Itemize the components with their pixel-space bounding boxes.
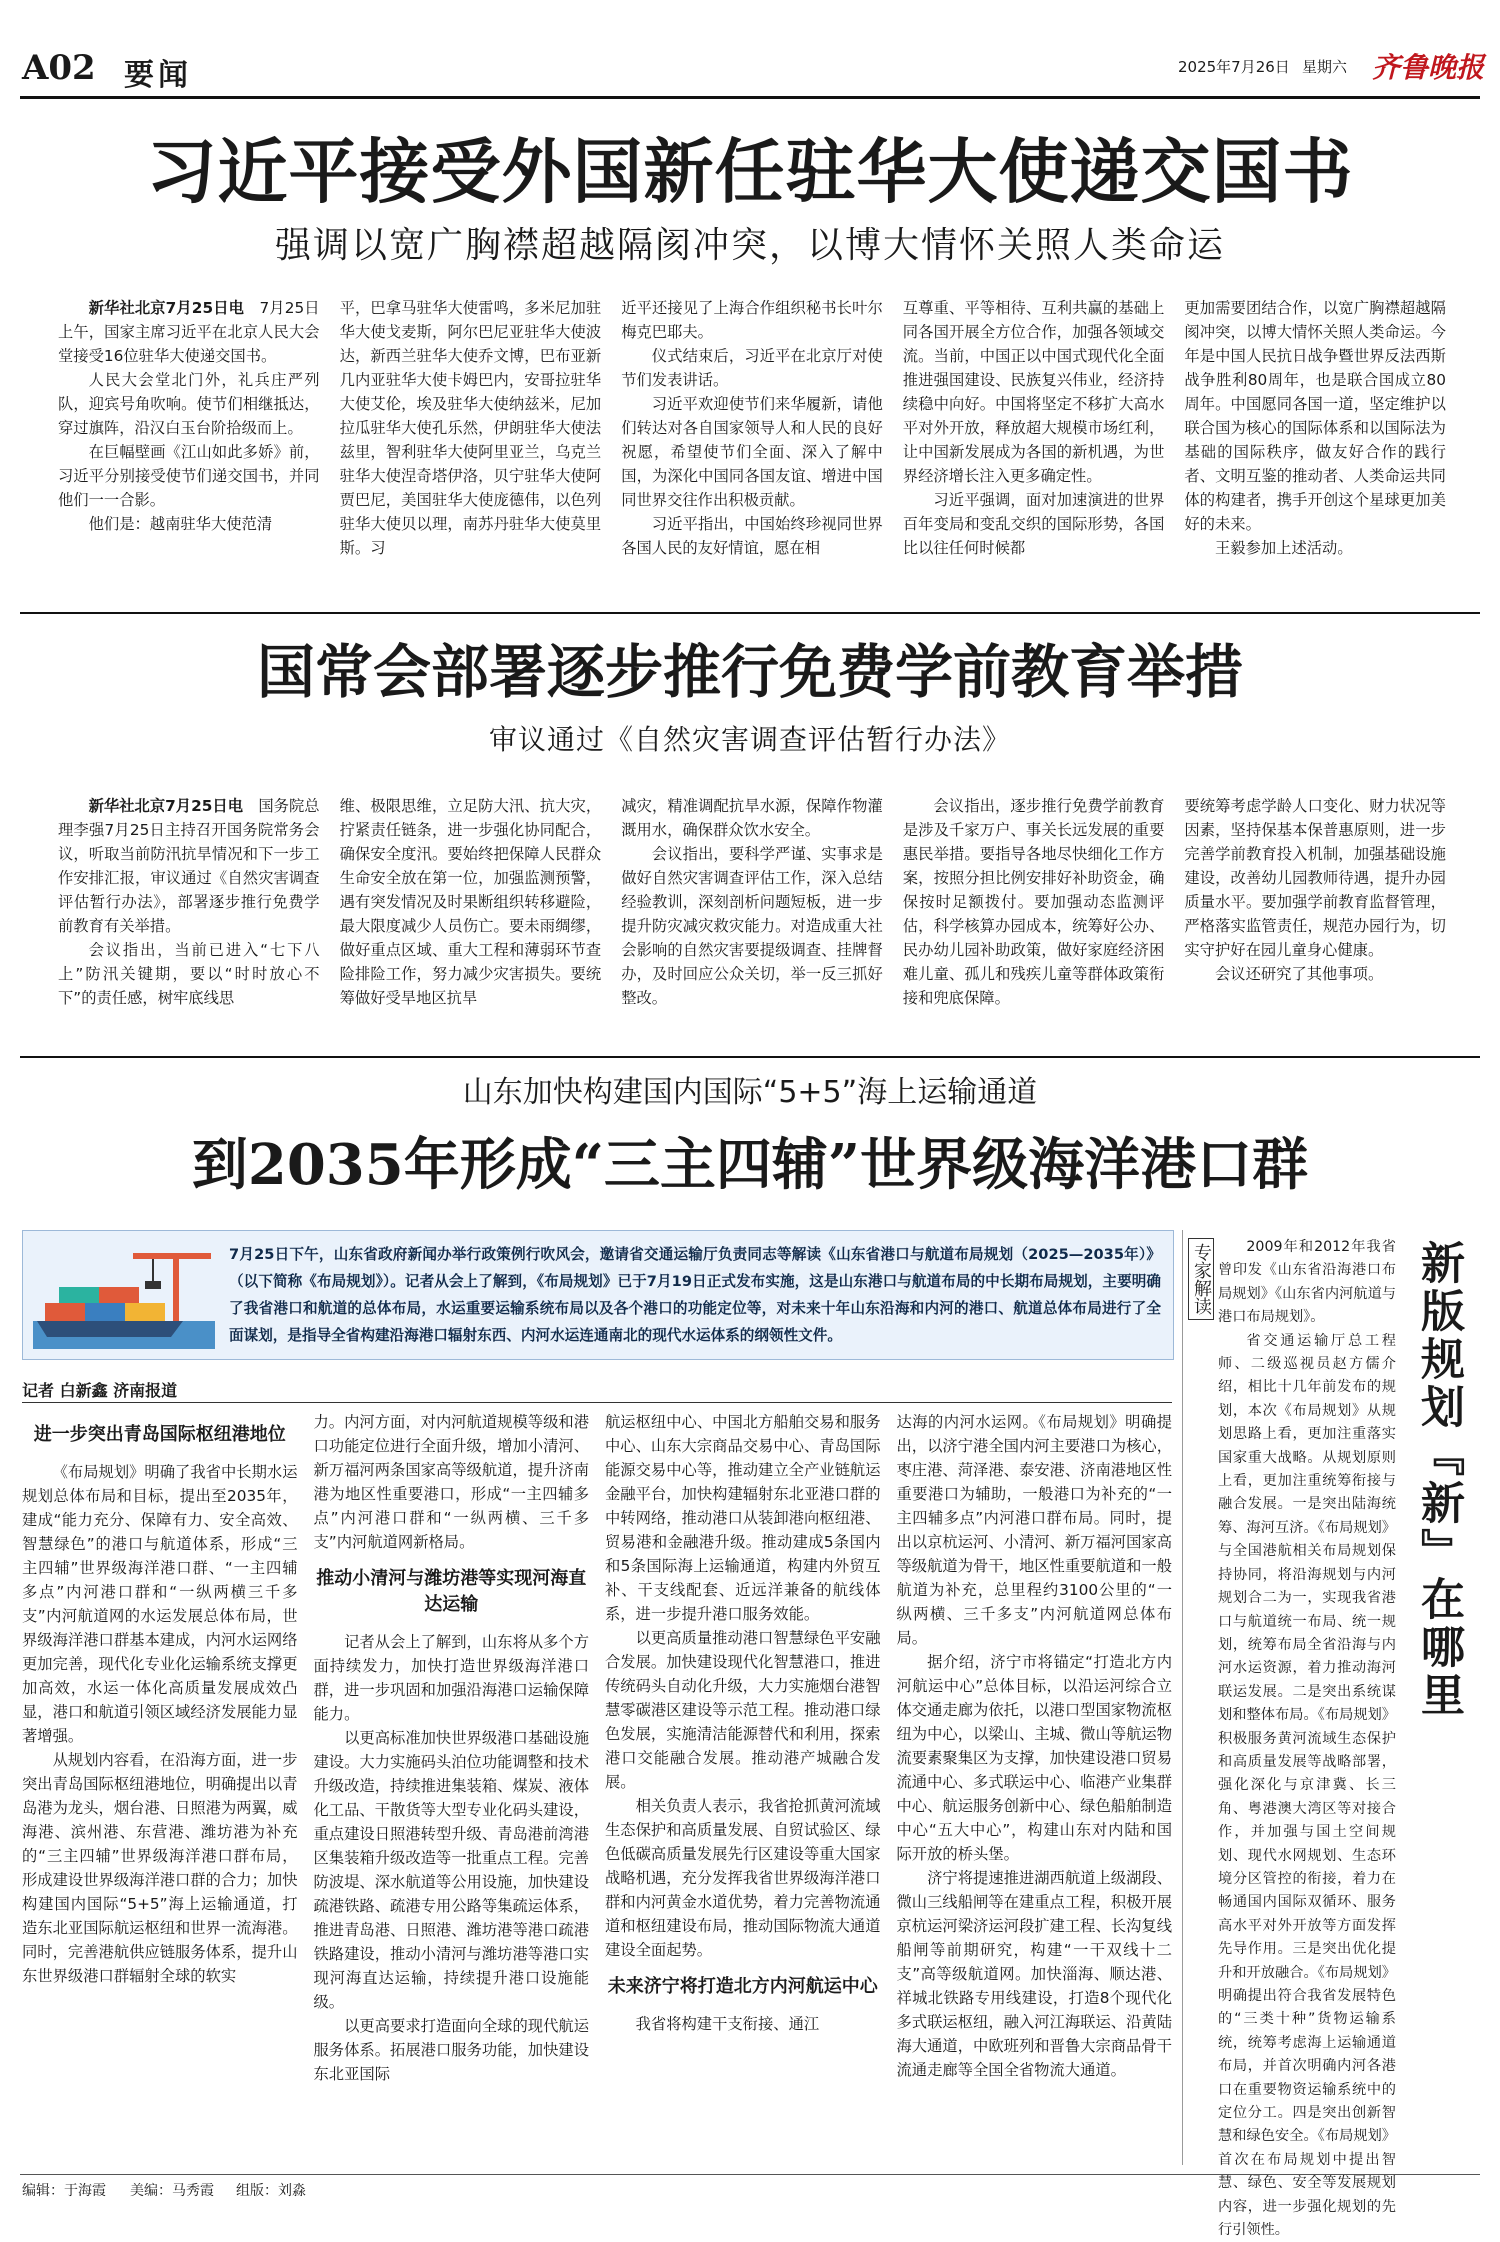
article3-body [22, 1410, 1172, 2165]
port-crane-icon [33, 1241, 215, 1349]
divider-1 [20, 612, 1480, 614]
expert-label: 专家解读 [1188, 1238, 1214, 1320]
article1-dateline: 新华社北京7月25日电 [88, 299, 245, 317]
article3-title: 到2035年形成“三主四辅”世界级海洋港口群 [191, 1132, 1309, 1198]
footer-rule [20, 2174, 1480, 2175]
article1-subtitle: 强调以宽广胸襟超越隔阂冲突，以博大情怀关照人类命运 [274, 225, 1225, 266]
side-title: 新版规划『新』在哪里 [1413, 1240, 1464, 1720]
article2-column: 要统筹考虑学龄人口变化、财力状况等因素，坚持保基本保普惠原则，进一步完善学前教育投入机制，加强基础设施建设，改善幼儿园教师待遇，提升办园质量水平。要加强学前教育监督管理，严格落实监管责任，规范办园行为，切实守护好在园儿童身心健康。 会议还研究了其他事项。 [1184, 797, 1446, 983]
divider-2 [20, 1056, 1480, 1058]
article3-subhead: 未来济宁将打造北方内河航运中心 [607, 1976, 878, 1997]
article1-column: 新华社北京7月25日电 7月25日上午，国家主席习近平在北京人民大会堂接受16位驻华大使递交国书。 人民大会堂北门外，礼兵庄严列队，迎宾号角吹响。使节们相继抵达，穿过旗阵，沿汉白玉台阶拾级而上。 在巨幅壁画《江山如此多娇》前，习近平分别接受使节们递交国书，并同他们一一合影。 他们是：越南驻华大使范清 [58, 299, 320, 533]
article1-title: 习近平接受外国新任驻华大使递交国书 [146, 130, 1354, 213]
side-text: 2009年和2012年我省曾印发《山东省沿海港口布局规划》《山东省内河航道与港口布局规划》。 省交通运输厅总工程师、二级巡视员赵方儒介绍，相比十几年前发布的规划，本次《布局规划》从规划思路上看，更加注重落实国家重大战略。从规划原则上看，更加注重统筹衔接与融合发展。一是突出陆海统筹、海河互济。《布局规划》与全国港航相关布局规划保持协同，将沿海规划与内河规划合二为一，实现我省港口与航道统一布局、统一规划，统筹布局全省沿海与内河水运资源，着力推动海河联运发展。二是突出系统谋划和整体布局。《布局规划》积极服务黄河流域生态保护和高质量发展等战略部署，强化深化与京津冀、长三角、粤港澳大湾区等对接合作，并加强与国土空间规划、现代水网规划、生态环境分区管控的衔接，着力在畅通国内国际双循环、服务高水平对外开放等方面发挥先导作用。三是突出优化提升和开放融合。《布局规划》明确提出符合我省发展特色的“三类十种”货物运输系统，统筹考虑海上运输通道布局，并首次明确内河各港口在重要物资运输系统中的定位分工。四是突出创新智慧和绿色安全。《布局规划》首次在布局规划中提出智慧、绿色、安全等发展规划内容，进一步强化规划的先行引领性。 [1218, 1239, 1396, 2239]
page-number: A02 [22, 48, 96, 88]
article3-intro: 7月25日下午，山东省政府新闻办举行政策例行吹风会，邀请省交通运输厅负责同志等解读《山东省港口与航道布局规划（2025—2035年）》（以下简称《布局规划》）。记者从会上了解到，《布局规划》已于7月19日正式发布实施，这是山东港口与航道布局的中长期布局规划，主要明确了我省港口和航道的总体布局，水运重要运输系统布局以及各个港口的功能定位等，对未来十年山东沿海和内河的港口、航道总体布局进行了全面谋划，是指导全省构建沿海港口辐射东西、内河水运连通南北的现代水运体系的纲领性文件。 [229, 1246, 1161, 1344]
article3-subhead: 推动小清河与潍坊港等实现河海直达运输 [316, 1568, 587, 1615]
article3-column: 力。内河方面，对内河航道规模等级和港口功能定位进行全面升级，增加小清河、新万福河两条国家高等级航道，提升济南港为地区性重要港口，形成“一主四辅多点”内河港口群和“一纵两横、三千多支”内河航道网新格局。 推动小清河与潍坊港等实现河海直达运输 记者从会上了解到，山东将从多个方面持续发力，加快打造世界级海洋港口群，进一步巩固和加强沿海港口运输保障能力。 以更高标准加快世界级港口基础设施建设。大力实施码头泊位功能调整和技术升级改造，持续推进集装箱、煤炭、液体化工品、干散货等大型专业化码头建设，重点建设日照港转型升级、青岛港前湾港区集装箱升级改造等一批重点工程。完善防波堤、深水航道等公用设施，加快建设疏港铁路、疏港专用公路等集疏运体系，推进青岛港、日照港、潍坊港等港口疏港铁路建设，推动小清河与潍坊港等港口实现河海直达运输，持续提升港口设施能级。 以更高要求打造面向全球的现代航运服务体系。拓展港口服务功能，加快建设东北亚国际 [313, 1413, 589, 2083]
article3-kicker: 山东加快构建国内国际“5+5”海上运输通道 [462, 1075, 1038, 1110]
article2-column: 减灾，精准调配抗旱水源，保障作物灌溉用水，确保群众饮水安全。 会议指出，要科学严谨、实事求是做好自然灾害调查评估工作，深入总结经验教训，深刻剖析问题短板，进一步提升防灾减灾救灾能力。对造成重大社会影响的自然灾害要提级调查、挂牌督办，及时回应公众关切，举一反三抓好整改。 [621, 797, 883, 1007]
newspaper-logo: 齐鲁晚报 [1372, 51, 1485, 84]
issue-date: 2025年7月26日 [1178, 58, 1290, 76]
article1-column: 平，巴拿马驻华大使雷鸣，多米尼加驻华大使戈麦斯，阿尔巴尼亚驻华大使波达，新西兰驻华大使乔文博，巴布亚新几内亚驻华大使卡姆巴内，安哥拉驻华大使艾伦，埃及驻华大使纳兹米，尼加拉瓜驻华大使孔乐然，伊朗驻华大使法兹里，智利驻华大使阿里亚兰，乌克兰驻华大使涅奇塔伊洛，贝宁驻华大使阿贾巴尼，美国驻华大使庞德伟，以色列驻华大使贝以理，南苏丹驻华大使莫里斯。习 [339, 299, 602, 557]
article3-column: 进一步突出青岛国际枢纽港地位 《布局规划》明确了我省中长期水运规划总体布局和目标，提出至2035年，建成“能力充分、保障有力、安全高效、智慧绿色”的港口与航道体系，形成“三主四辅”世界级海洋港口群、“一主四辅多点”内河港口群和“一纵两横三千多支”内河航道网的水运发展总体布局，世界级海洋港口群基本建成，内河水运网络更加完善，现代化专业化运输系统支撑更加高效，水运一体化高质量发展成效凸显，港口和航道引领区域经济发展能力显著增强。 从规划内容看，在沿海方面，进一步突出青岛国际枢纽港地位，明确提出以青岛港为龙头，烟台港、日照港为两翼，威海港、滨州港、东营港、潍坊港为补充的“三主四辅”世界级海洋港口群布局，形成建设世界级海洋港口群的合力；加快构建国内国际“5+5”海上运输通道，打造东北亚国际航运枢纽和世界一流海港。同时，完善港航供应链服务体系，提升山东世界级港口群辐射全球的软实 [22, 1424, 298, 1985]
byline-rule [22, 1402, 1172, 1403]
header-rule [20, 96, 1480, 99]
article3-column: 航运枢纽中心、中国北方船舶交易和服务中心、山东大宗商品交易中心、青岛国际能源交易中心等，推动建立全产业链航运金融平台，加快构建辐射东北亚港口群的中转网络，推动港口从装卸港向枢纽港、贸易港和金融港升级。推动建成5条国内和5条国际海上运输通道，构建内外贸互补、干支线配套、近远洋兼备的航线体系，进一步提升港口服务效能。 以更高质量推动港口智慧绿色平安融合发展。加快建设现代化智慧港口，推进传统码头自动化升级，大力实施烟台港智慧零碳港区建设等示范工程。推动港口绿色发展，实施清洁能源替代和利用，探索港口交能融合发展。推动港产城融合发展。 相关负责人表示，我省抢抓黄河流域生态保护和高质量发展、自贸试验区、绿色低碳高质量发展先行区建设等重大国家战略机遇，充分发挥我省世界级海洋港口群和内河黄金水道优势，着力完善物流通道和枢纽建设布局，推动国际物流大通道建设全面起势。 未来济宁将打造北方内河航运中心 我省将构建干支衔接、通江 [605, 1413, 881, 2033]
port-illustration [33, 1241, 215, 1349]
article2-column: 新华社北京7月25日电 国务院总理李强7月25日主持召开国务院常务会议，听取当前防汛抗旱情况和下一步工作安排汇报，审议通过《自然灾害调查评估暂行办法》，部署逐步推行免费学前教育有关举措。 会议指出，当前已进入“七下八上”防汛关键期，要以“时时放心不下”的责任感，树牢底线思 [58, 797, 320, 1007]
article3-byline: 记者 白新鑫 济南报道 [22, 1381, 178, 1400]
issue-weekday: 星期六 [1302, 58, 1348, 76]
article2-title: 国常会部署逐步推行免费学前教育举措 [256, 638, 1243, 706]
article2-column: 维、极限思维，立足防大汛、抗大灾，拧紧责任链条，进一步强化协同配合，确保安全度汛。要始终把保障人民群众生命安全放在第一位，加强监测预警，遇有突发情况及时果断组织转移避险，最大限度减少人员伤亡。要未雨绸缪，做好重点区域、重大工程和薄弱环节查险排险工作，努力减少灾害损失。要统筹做好受旱地区抗旱 [339, 797, 602, 1007]
article2-dateline: 新华社北京7月25日电 [88, 797, 244, 815]
article2-body [58, 794, 1446, 1040]
article2-subtitle: 审议通过《自然灾害调查评估暂行办法》 [488, 723, 1011, 756]
article2-column: 会议指出，逐步推行免费学前教育是涉及千家万户、事关长远发展的重要惠民举措。要指导各地尽快细化工作方案，按照分担比例安排好补助资金，确保按时足额拨付。要加强动态监测评估，科学核算办园成本，统筹好公办、民办幼儿园补助政策，做好家庭经济困难儿童、孤儿和残疾儿童等群体政策衔接和兜底保障。 [902, 797, 1165, 1007]
article3-column: 达海的内河水运网。《布局规划》明确提出，以济宁港全国内河主要港口为核心，枣庄港、菏泽港、泰安港、济南港地区性重要港口为辅助，一般港口为补充的“一主四辅多点”内河港口群布局。同时，提出以京杭运河、小清河、新万福河国家高等级航道为骨干，地区性重要航道和一般航道为补充，总里程约3100公里的“一纵两横、三千多支”内河航道网总体布局。 据介绍，济宁市将锚定“打造北方内河航运中心”总体目标，以沿运河综合立体交通走廊为依托，以港口型国家物流枢纽为中心，以梁山、主城、微山等航运物流要素聚集区为支撑，加快建设港口贸易流通中心、多式联运中心、临港产业集群中心、航运服务创新中心、绿色船舶制造中心“五大中心”，构建山东对内陆和国际开放的桥头堡。 济宁将提速推进湖西航道上级湖段、微山三线船闸等在建重点工程，积极开展京杭运河梁济运河段扩建工程、长沟复线船闸等前期研究，构建“一干双线十二支”高等级航道网。加快淄海、顺达港、祥城北铁路专用线建设，打造8个现代化多式联运枢纽，融入河江海联运、沿黄陆海大通道，中欧班列和晋鲁大宗商品骨干流通走廊等全国全省物流大通道。 [896, 1413, 1172, 2079]
article3-subhead: 进一步突出青岛国际枢纽港地位 [33, 1424, 286, 1445]
article1-column: 更加需要团结合作，以宽广胸襟超越隔阂冲突，以博大情怀关照人类命运。今年是中国人民抗日战争暨世界反法西斯战争胜利80周年，也是联合国成立80周年。中国愿同各国一道，坚定维护以联合国为核心的国际体系和以国际法为基础的国际秩序，做友好合作的践行者、文明互鉴的推动者、人类命运共同体的构建者，携手开创这个星球更加美好的未来。 王毅参加上述活动。 [1184, 299, 1446, 557]
footer-editor: 编辑：于海霞 [22, 2183, 106, 2199]
article1-column: 互尊重、平等相待、互利共赢的基础上同各国开展全方位合作，加强各领域交流。当前，中国正以中国式现代化全面推进强国建设、民族复兴伟业，经济持续稳中向好。中国将坚定不移扩大高水平对外开放，释放超大规模市场红利，让中国新发展成为各国的新机遇，为世界经济增长注入更多确定性。 习近平强调，面对加速演进的世界百年变局和变乱交织的国际形势，各国比以往任何时候都 [902, 299, 1165, 557]
article3-intro-box [22, 1230, 1174, 1360]
footer-layout: 组版：刘淼 [236, 2183, 306, 2199]
side-divider [1182, 1230, 1183, 2165]
article1-body [58, 296, 1446, 590]
footer-designer: 美编：马秀霞 [130, 2183, 214, 2199]
section-name: 要闻 [124, 58, 192, 93]
article1-column: 近平还接见了上海合作组织秘书长叶尔梅克巴耶夫。 仪式结束后，习近平在北京厅对使节们发表讲话。 习近平欢迎使节们来华履新，请他们转达对各自国家领导人和人民的良好祝愿，希望使节们全面、深入了解中国，为深化中国同各国友谊、增进中国同世界交往作出积极贡献。 习近平指出，中国始终珍视同世界各国人民的友好情谊，愿在相 [621, 299, 883, 557]
